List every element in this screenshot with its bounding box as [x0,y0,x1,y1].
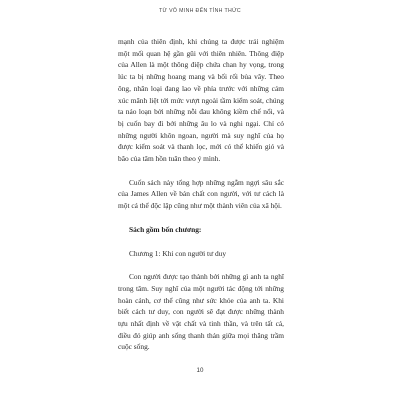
paragraph-continued: mạnh của thiên định, khi chúng ta được trải nghiệm một mối quan hệ gần gũi với thiên nhiên. Thông điệp của Allen là một thông điệp chứa chan hy vọng, trong lúc ta bị những hoang mang và bối rối bủa vây. Theo ông, nhân loại đang lao về phía trước với những cảm xúc mãnh liệt tới mức vượt ngoài tầm kiểm soát, chúng ta náo loạn bởi những nỗi đau không kiềm chế nổi, và bị cuốn bay đi bởi những âu lo và nghi ngại. Chỉ có những người khôn ngoan, người mà suy nghĩ của họ được kiểm soát và thanh lọc, mới có thể khiến gió và bão của tâm hồn tuân theo ý mình. [118,37,284,164]
running-header: TỪ VÔ MINH ĐẾN TỈNH THỨC [159,8,241,14]
section-heading: Sách gồm bốn chương: [129,224,202,234]
body-text [118,36,284,353]
chapter-1-title: Chương 1: Khi con người tư duy [129,248,227,258]
page-number: 10 [196,367,204,374]
paragraph-book-summary: Cuốn sách này tổng hợp những ngẫm ngợi sâu sắc của James Allen về bản chất con người, với tư cách là một cá thể độc lập cũng như một thành viên của xã hội. [118,177,284,211]
paragraph-chapter-1: Con người được tạo thành bởi những gì anh ta nghĩ trong tâm. Suy nghĩ của một người tác động tới những hoàn cảnh, cơ thể cũng như sức khỏe của anh ta. Khi biết cách tư duy, con người sẽ đạt được những thành tựu nhất định về vật chất và tinh thần, và trên tất cả, điều đó giúp anh sống thanh thản giữa mọi thăng trầm cuộc sống. [118,272,284,352]
